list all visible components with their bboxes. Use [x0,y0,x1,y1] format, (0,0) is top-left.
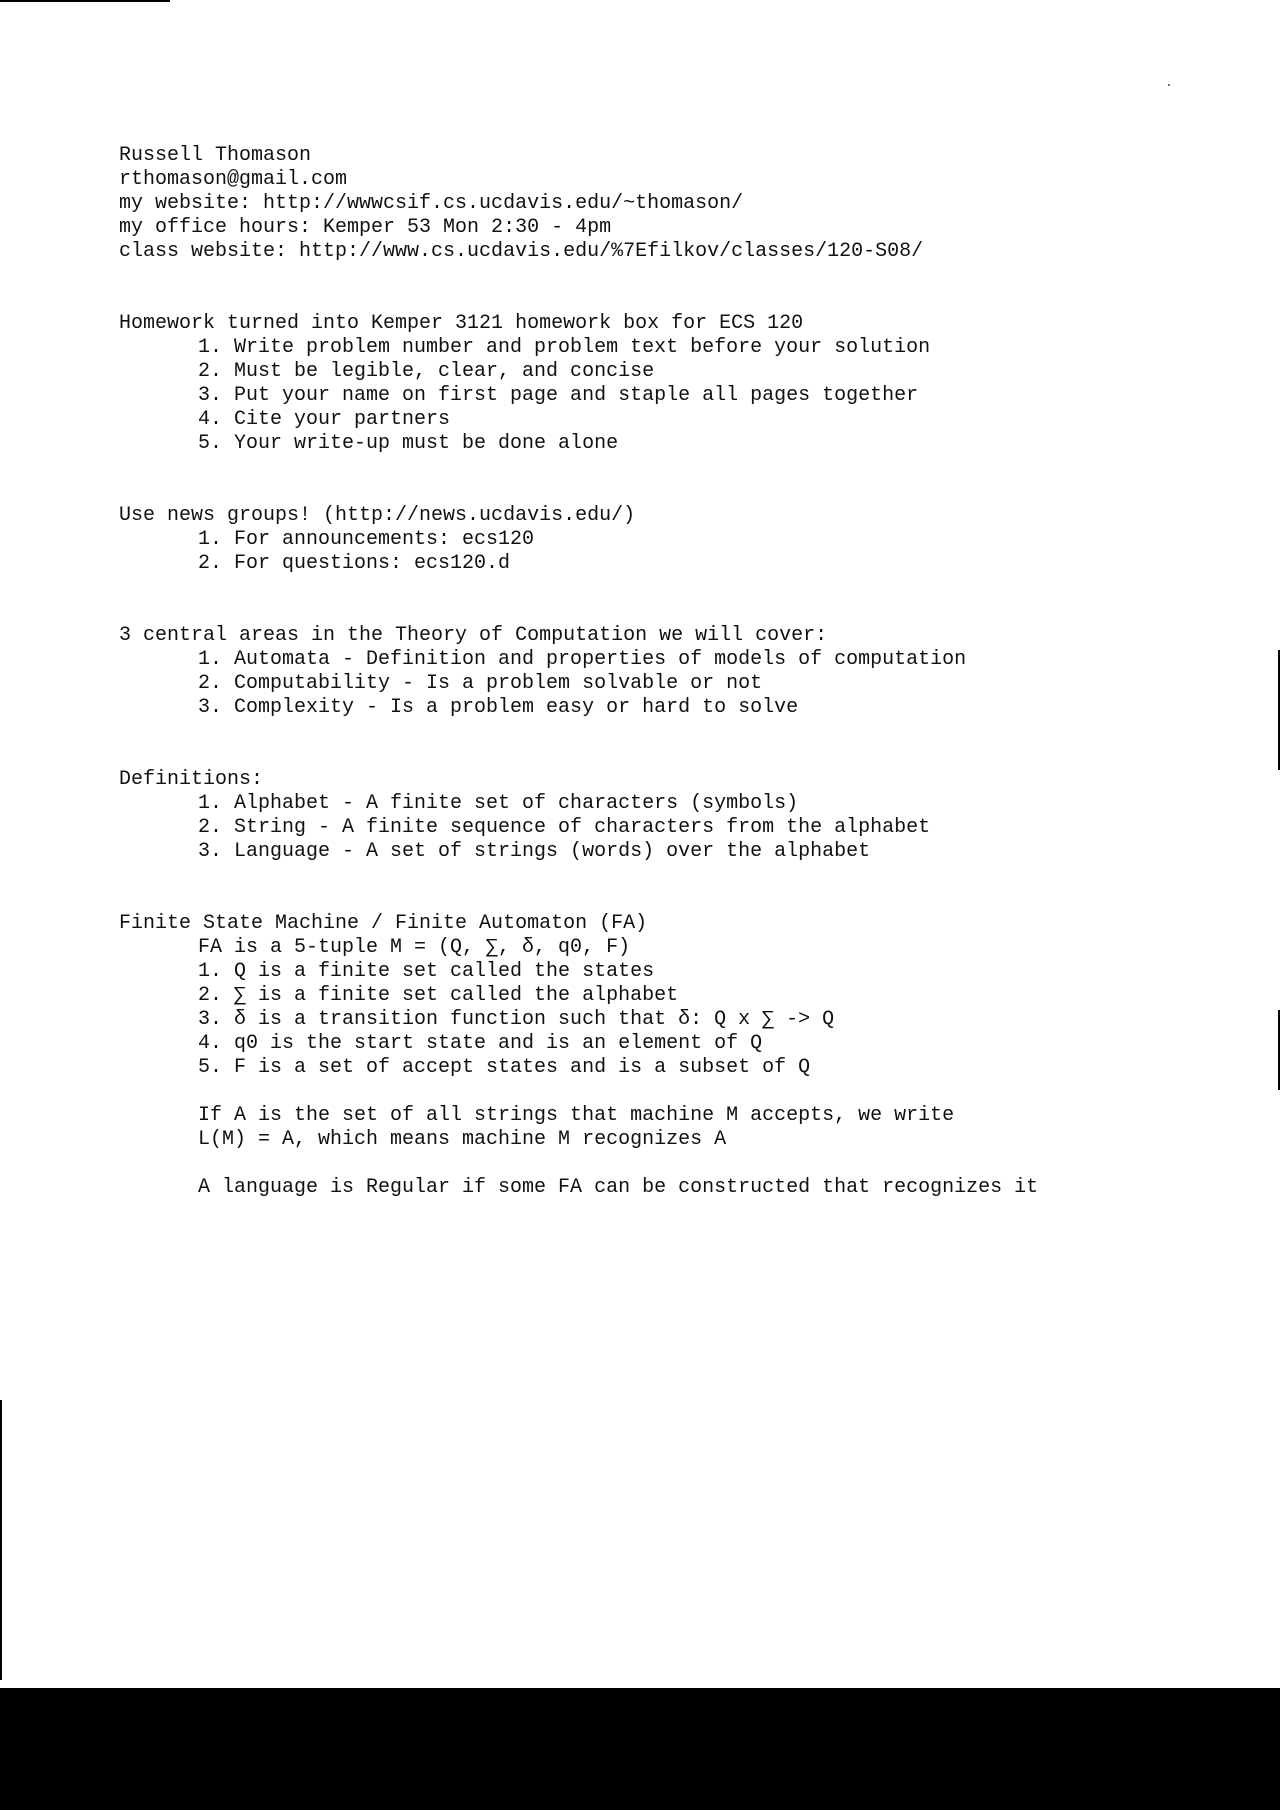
author-website: my website: http://wwwcsif.cs.ucdavis.edu/~thomason/ [119,192,744,215]
definitions-section [119,768,1259,864]
definitions-heading: Definitions: [119,768,264,791]
list-item: 3. Complexity - Is a problem easy or hard to solve [198,696,799,719]
list-item: 1. Q is a finite set called the states [198,960,655,983]
scan-speck [1168,84,1170,86]
scan-bottom-border [0,1688,1280,1810]
spacer [119,864,1259,912]
scan-edge-top [0,0,170,2]
list-item: 2. Computability - Is a problem solvable or not [198,672,763,695]
list-item: 2. For questions: ecs120.d [198,552,511,575]
list-item: 3. δ is a transition function such that δ: Q x ∑ -> Q [198,1008,835,1031]
list-item: 2. ∑ is a finite set called the alphabet [198,984,679,1007]
office-hours: my office hours: Kemper 53 Mon 2:30 - 4pm [119,216,612,239]
fa-section [119,912,1259,1200]
news-section [119,504,1259,576]
list-item: 2. Must be legible, clear, and concise [198,360,655,383]
author-name: Russell Thomason [119,144,312,167]
areas-section [119,624,1259,720]
list-item: 1. Automata - Definition and properties of models of computation [198,648,967,671]
list-item: 4. Cite your partners [198,408,451,431]
list-item: 1. For announcements: ecs120 [198,528,535,551]
areas-heading: 3 central areas in the Theory of Computation we will cover: [119,624,828,647]
list-item: 4. q0 is the start state and is an element of Q [198,1032,763,1055]
spacer [119,456,1259,504]
list-item: 3. Language - A set of strings (words) over the alphabet [198,840,871,863]
spacer [119,1152,1259,1176]
fa-accepts-line: L(M) = A, which means machine M recognizes A [198,1128,727,1151]
list-item: 2. String - A finite sequence of characters from the alphabet [198,816,931,839]
class-website: class website: http://www.cs.ucdavis.edu/%7Efilkov/classes/120-S08/ [119,240,924,263]
fa-accepts-line: If A is the set of all strings that machine M accepts, we write [198,1104,955,1127]
spacer [119,1080,1259,1104]
fa-regular-definition: A language is Regular if some FA can be constructed that recognizes it [198,1176,1039,1199]
spacer [119,720,1259,768]
list-item: 1. Alphabet - A finite set of characters (symbols) [198,792,799,815]
author-email: rthomason@gmail.com [119,168,348,191]
news-heading: Use news groups! (http://news.ucdavis.edu/) [119,504,636,527]
fa-heading: Finite State Machine / Finite Automaton (FA) [119,912,648,935]
spacer [119,576,1259,624]
scan-edge-left [0,1400,2,1680]
homework-section [119,312,1259,456]
list-item: 5. F is a set of accept states and is a subset of Q [198,1056,811,1079]
homework-heading: Homework turned into Kemper 3121 homework box for ECS 120 [119,312,804,335]
document-body [119,144,1259,1200]
list-item: 5. Your write-up must be done alone [198,432,619,455]
fa-tuple: FA is a 5-tuple M = (Q, ∑, δ, q0, F) [198,936,631,959]
list-item: 3. Put your name on first page and staple all pages together [198,384,919,407]
list-item: 1. Write problem number and problem text before your solution [198,336,931,359]
spacer [119,264,1259,312]
contact-block [119,144,1259,264]
